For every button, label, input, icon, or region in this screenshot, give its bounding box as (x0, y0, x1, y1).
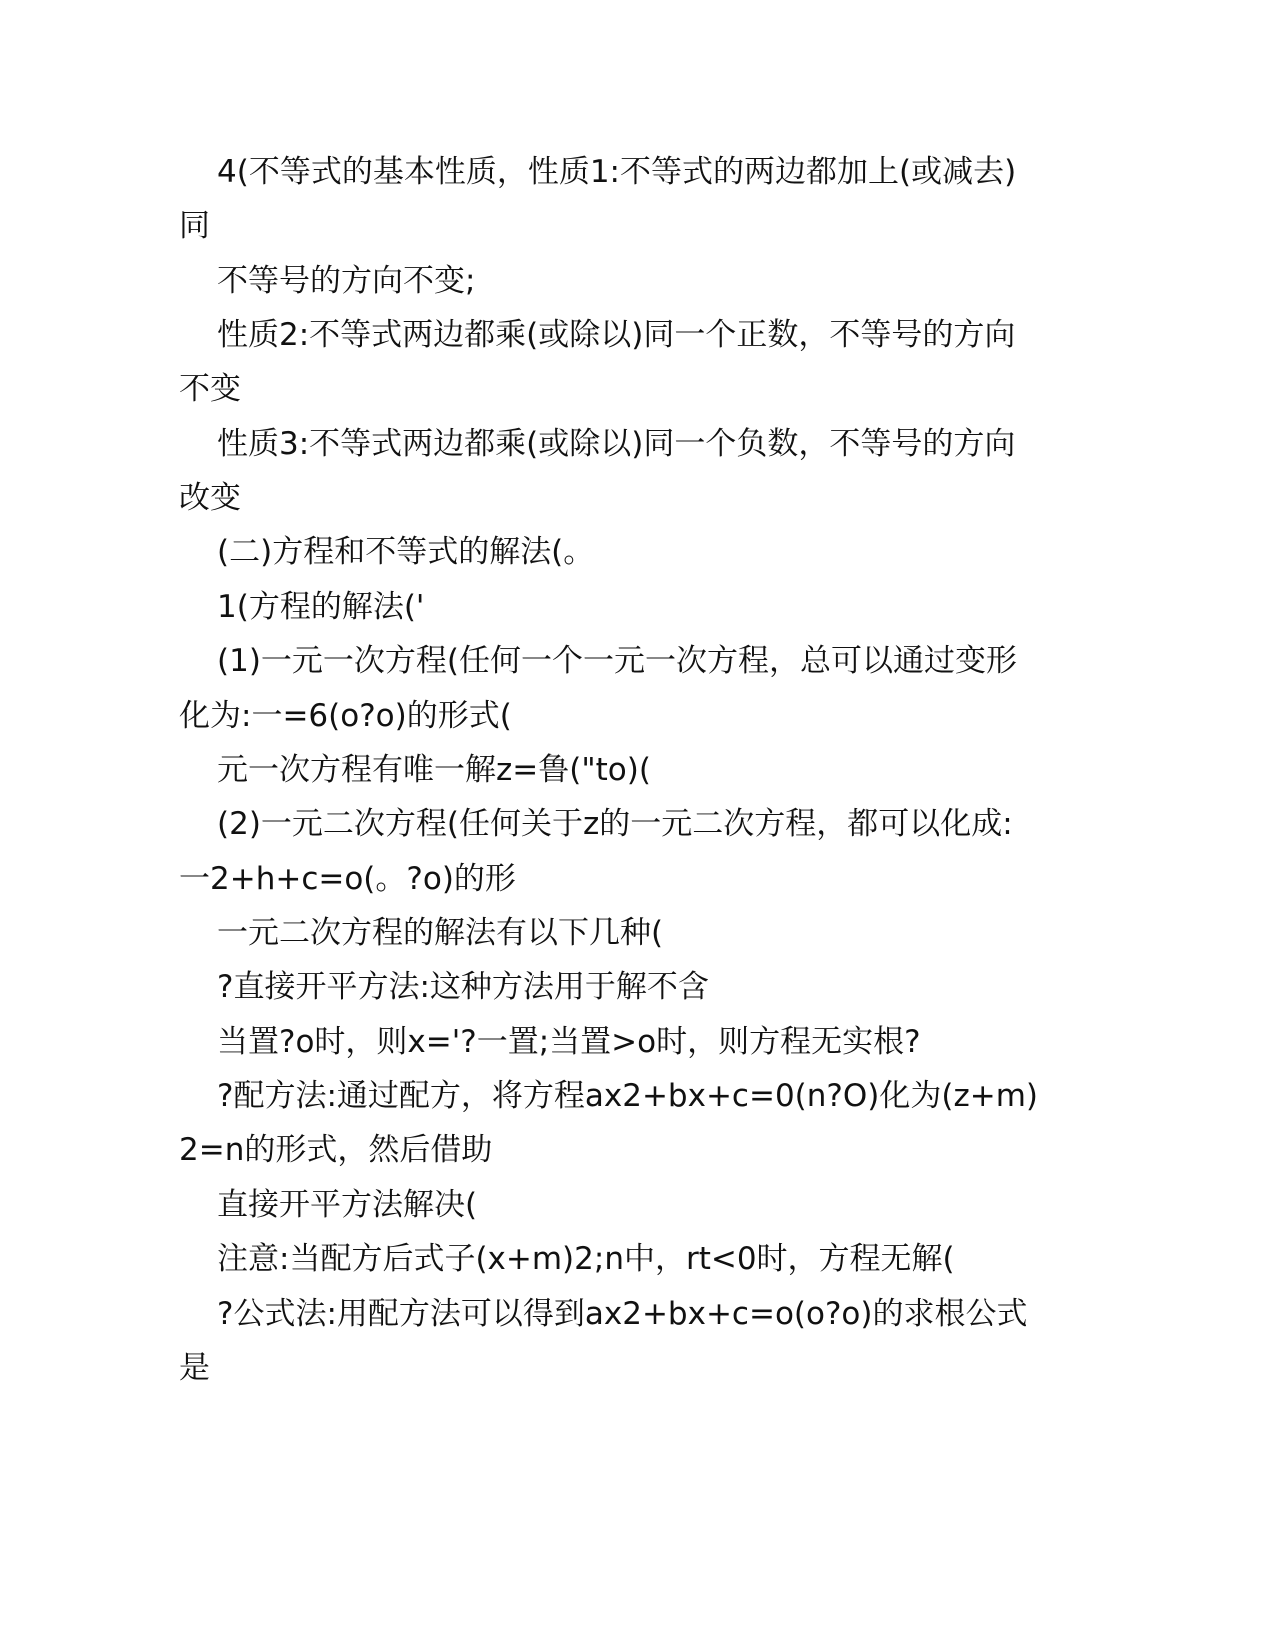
text-line: 直接开平方法解决( (217, 1187, 478, 1223)
text-line: 4(不等式的基本性质，性质1:不等式的两边都加上(或减去) (217, 154, 1017, 190)
text-line: (1)一元一次方程(任何一个一元一次方程，总可以通过变形 (217, 643, 1018, 679)
text-line: 性质3:不等式两边都乘(或除以)同一个负数，不等号的方向 (217, 426, 1016, 462)
text-line: 改变 (179, 480, 241, 516)
text-line: 2=n的形式，然后借助 (179, 1132, 493, 1168)
text-line: ?直接开平方法:这种方法用于解不含 (217, 969, 709, 1005)
text-line: ?配方法:通过配方，将方程ax2+bx+c=0(n?O)化为(z+m) (217, 1078, 1038, 1114)
text-line: (2)一元二次方程(任何关于z的一元二次方程，都可以化成: (217, 806, 1013, 842)
text-line: 当置?o时，则x='?一置;当置>o时，则方程无实根? (217, 1024, 921, 1060)
text-line: 1(方程的解法(' (217, 589, 425, 625)
text-line: 不等号的方向不变; (217, 263, 476, 299)
text-line: 一2+h+c=o(。?o)的形 (179, 861, 516, 897)
text-line: 不变 (179, 371, 241, 407)
text-line: 同 (179, 208, 210, 244)
text-line: ?公式法:用配方法可以得到ax2+bx+c=o(o?o)的求根公式 (217, 1296, 1028, 1332)
text-line: 注意:当配方后式子(x+m)2;n中，rt<0时，方程无解( (217, 1241, 955, 1277)
text-line: (二)方程和不等式的解法(。 (217, 534, 595, 570)
text-line: 化为:一=6(o?o)的形式( (179, 698, 512, 734)
text-line: 是 (179, 1350, 210, 1386)
text-line: 元一次方程有唯一解z=鲁("to)( (217, 752, 651, 788)
text-line: 一元二次方程的解法有以下几种( (217, 915, 664, 951)
text-line: 性质2:不等式两边都乘(或除以)同一个正数，不等号的方向 (217, 317, 1016, 353)
